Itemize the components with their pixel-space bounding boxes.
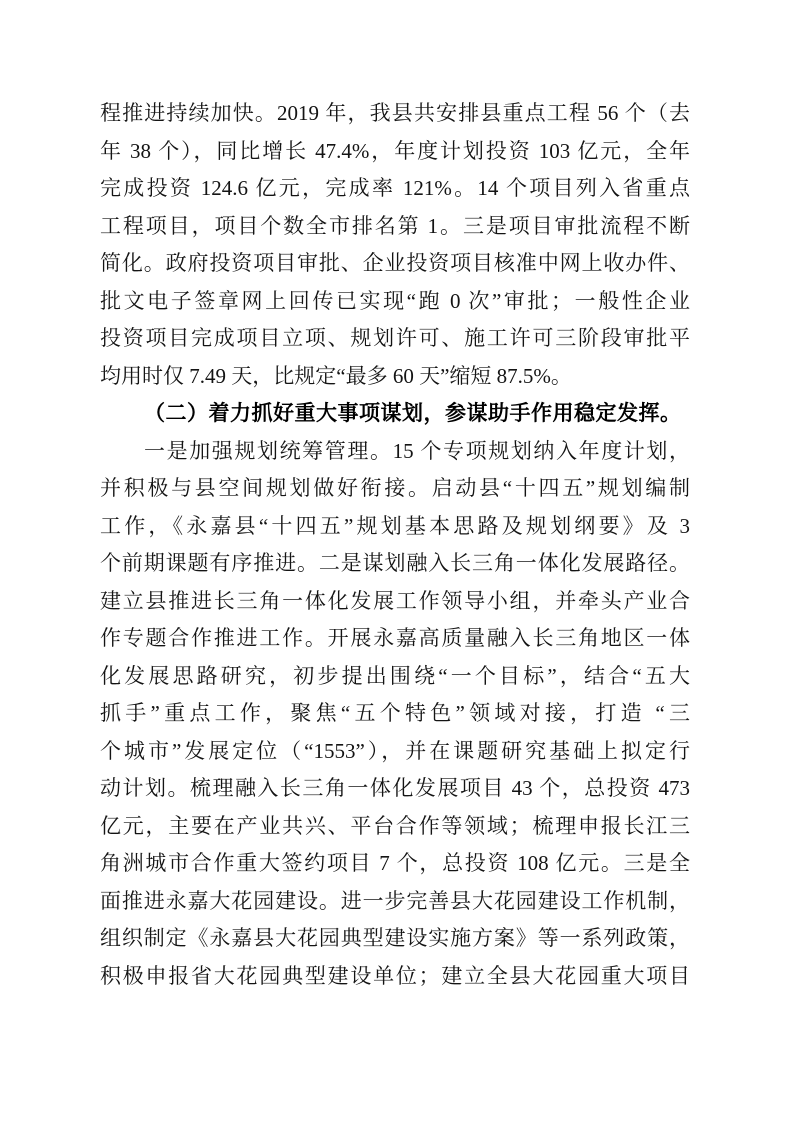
text-line: 投资项目完成项目立项、规划许可、施工许可三阶段审批平 <box>100 326 690 350</box>
text-line: 建立县推进长三角一体化发展工作领导小组，并牵头产业合 <box>100 588 690 613</box>
text-block <box>100 95 690 995</box>
section-heading: （二）着力抓好重大事项谋划，参谋助手作用稳定发挥。 <box>144 401 682 425</box>
text-line: 一是加强规划统筹管理。15 个专项规划纳入年度计划， <box>144 438 690 463</box>
text-line: 动计划。梳理融入长三角一体化发展项目 43 个，总投资 473 <box>100 776 690 800</box>
text-line: 批文电子签章网上回传已实现“跑 0 次”审批；一般性企业 <box>100 288 690 313</box>
text-line: 面推进永嘉大花园建设。进一步完善县大花园建设工作机制， <box>100 888 690 913</box>
text-line: 亿元，主要在产业共兴、平台合作等领域；梳理申报长江三 <box>100 813 690 838</box>
text-line: 工作，《永嘉县“十四五”规划基本思路及规划纲要》及 3 <box>100 513 690 538</box>
text-line: 均用时仅 7.49 天，比规定“最多 60 天”缩短 87.5%。 <box>100 363 572 388</box>
text-line: 个城市”发展定位（“1553”），并在课题研究基础上拟定行 <box>100 738 690 763</box>
text-line: 积极申报省大花园典型建设单位；建立全县大花园重大项目 <box>100 963 690 988</box>
text-line: 作专题合作推进工作。开展永嘉高质量融入长三角地区一体 <box>100 626 690 650</box>
text-line: 简化。政府投资项目审批、企业投资项目核准中网上收办件、 <box>100 251 690 275</box>
text-line: 并积极与县空间规划做好衔接。启动县“十四五”规划编制 <box>100 476 690 500</box>
text-line: 个前期课题有序推进。二是谋划融入长三角一体化发展路径。 <box>100 551 690 575</box>
text-line: 年 38 个），同比增长 47.4%，年度计划投资 103 亿元，全年 <box>100 138 690 163</box>
text-line: 组织制定《永嘉县大花园典型建设实施方案》等一系列政策， <box>100 926 690 950</box>
text-line: 程推进持续加快。2019 年，我县共安排县重点工程 56 个（去 <box>100 101 690 125</box>
text-line: 工程项目，项目个数全市排名第 1。三是项目审批流程不断 <box>100 213 690 238</box>
text-line: 完成投资 124.6 亿元，完成率 121%。14 个项目列入省重点 <box>100 176 690 200</box>
text-line: 抓手”重点工作，聚焦“五个特色”领域对接，打造 “三 <box>100 701 690 725</box>
text-line: 角洲城市合作重大签约项目 7 个，总投资 108 亿元。三是全 <box>100 851 690 875</box>
text-line: 化发展思路研究，初步提出围绕“一个目标”，结合“五大 <box>100 663 690 688</box>
